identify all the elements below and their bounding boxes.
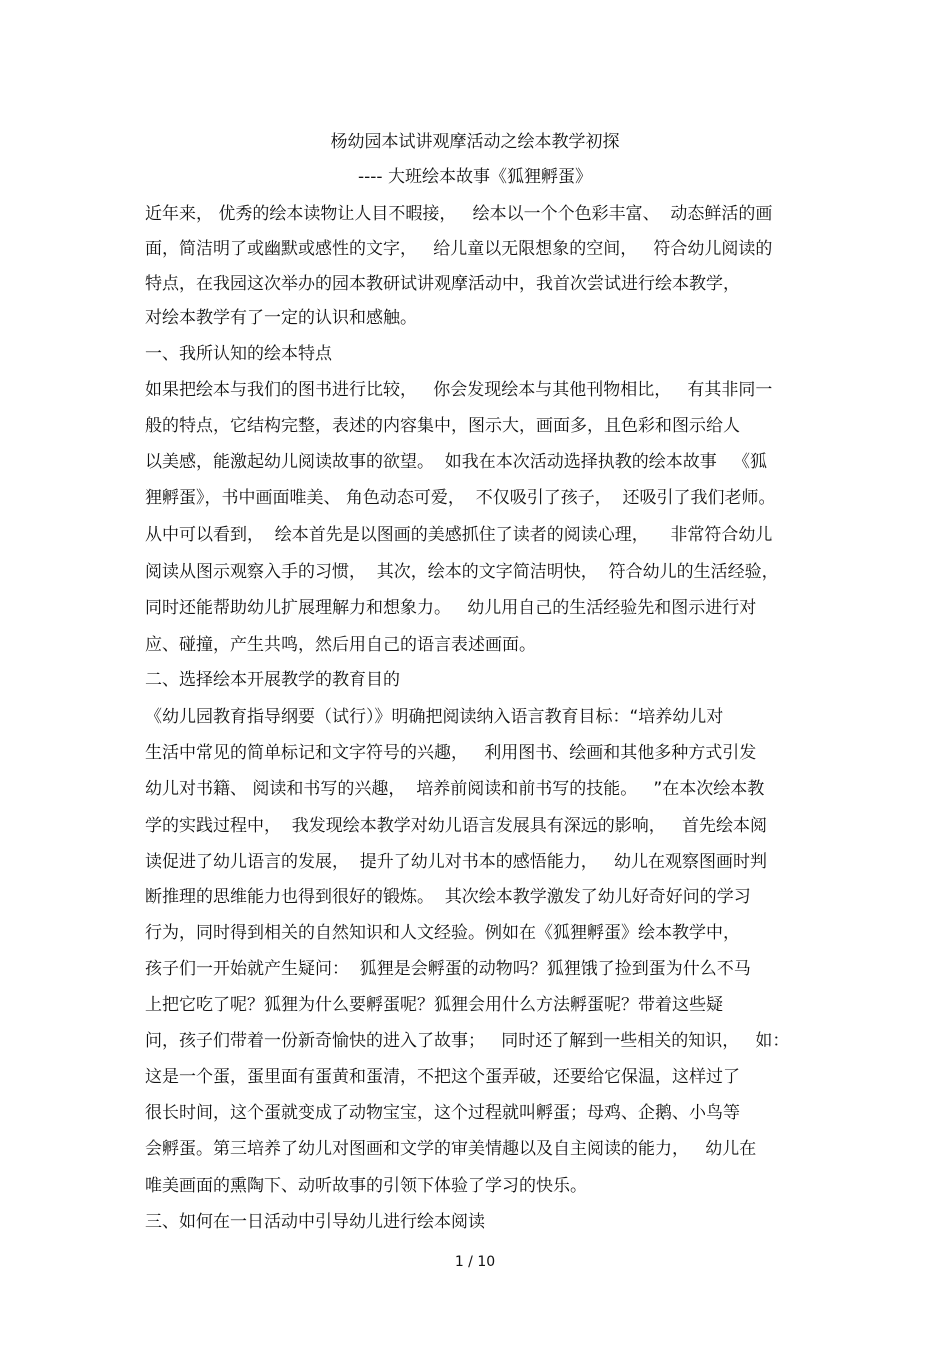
text-line: 面，简洁明了或幽默或感性的文字， 给儿童以无限想象的空间， 符合幼儿阅读的 <box>145 239 773 259</box>
text-line: 唯美画面的熏陶下、动听故事的引领下体验了学习的快乐。 <box>145 1176 587 1196</box>
text-line: 般的特点，它结构完整，表述的内容集中，图示大，画面多，且色彩和图示给人 <box>145 416 740 436</box>
section-heading: 三、如何在一日活动中引导幼儿进行绘本阅读 <box>145 1212 485 1232</box>
text-line: 问，孩子们带着一份新奇愉快的进入了故事； 同时还了解到一些相关的知识， 如： <box>145 1031 790 1051</box>
section-heading: 一、我所认知的绘本特点 <box>145 344 332 364</box>
text-line: 读促进了幼儿语言的发展， 提升了幼儿对书本的感悟能力， 幼儿在观察图画时判 <box>145 852 768 872</box>
document-subtitle: ---- 大班绘本故事《狐狸孵蛋》 <box>358 167 592 187</box>
section-heading: 二、选择绘本开展教学的教育目的 <box>145 670 400 690</box>
text-line: 以美感，能激起幼儿阅读故事的欲望。 如我在本次活动选择执教的绘本故事 《狐 <box>145 452 768 472</box>
text-line: 幼儿对书籍、 阅读和书写的兴趣， 培养前阅读和前书写的技能。 ”在本次绘本教 <box>145 779 765 799</box>
text-line: 学的实践过程中， 我发现绘本教学对幼儿语言发展具有深远的影响， 首先绘本阅 <box>145 816 768 836</box>
document-title: 杨幼园本试讲观摩活动之绘本教学初探 <box>330 132 620 152</box>
text-line: 会孵蛋。第三培养了幼儿对图画和文学的审美情趣以及自主阅读的能力， 幼儿在 <box>145 1139 757 1159</box>
text-line: 从中可以看到， 绘本首先是以图画的美感抓住了读者的阅读心理， 非常符合幼儿 <box>145 525 773 545</box>
text-line: 这是一个蛋，蛋里面有蛋黄和蛋清，不把这个蛋弄破，还要给它保温，这样过了 <box>145 1067 740 1087</box>
text-line: 应、碰撞，产生共鸣，然后用自己的语言表述画面。 <box>145 635 536 655</box>
text-line: 孩子们一开始就产生疑问： 狐狸是会孵蛋的动物吗？狐狸饿了捡到蛋为什么不马 <box>145 959 751 979</box>
text-line: 阅读从图示观察入手的习惯， 其次，绘本的文字简洁明快， 符合幼儿的生活经验， <box>145 562 779 582</box>
text-line: 行为，同时得到相关的自然知识和人文经验。例如在《狐狸孵蛋》绘本教学中， <box>145 923 740 943</box>
text-line: 对绘本教学有了一定的认识和感触。 <box>145 308 417 328</box>
text-line: 狸孵蛋》，书中画面唯美、 角色动态可爱， 不仅吸引了孩子， 还吸引了我们老师。 <box>145 488 776 508</box>
text-line: 很长时间，这个蛋就变成了动物宝宝，这个过程就叫孵蛋；母鸡、企鹅、小鸟等 <box>145 1103 740 1123</box>
text-line: 特点，在我园这次举办的园本教研试讲观摩活动中，我首次尝试进行绘本教学， <box>145 274 740 294</box>
page-number: 1 / 10 <box>454 1254 496 1270</box>
text-line: 生活中常见的简单标记和文字符号的兴趣， 利用图书、绘画和其他多种方式引发 <box>145 743 757 763</box>
text-line: 近年来， 优秀的绘本读物让人目不暇接， 绘本以一个个色彩丰富、 动态鲜活的画 <box>145 204 773 224</box>
text-line: 断推理的思维能力也得到很好的锻炼。 其次绘本教学激发了幼儿好奇好问的学习 <box>145 887 751 907</box>
text-line: 上把它吃了呢？狐狸为什么要孵蛋呢？狐狸会用什么方法孵蛋呢？带着这些疑 <box>145 995 723 1015</box>
text-line: 如果把绘本与我们的图书进行比较， 你会发现绘本与其他刊物相比， 有其非同一 <box>145 380 773 400</box>
text-line: 《幼儿园教育指导纲要（试行）》明确把阅读纳入语言教育目标：“培养幼儿对 <box>145 707 724 727</box>
text-line: 同时还能帮助幼儿扩展理解力和想象力。 幼儿用自己的生活经验先和图示进行对 <box>145 598 757 618</box>
